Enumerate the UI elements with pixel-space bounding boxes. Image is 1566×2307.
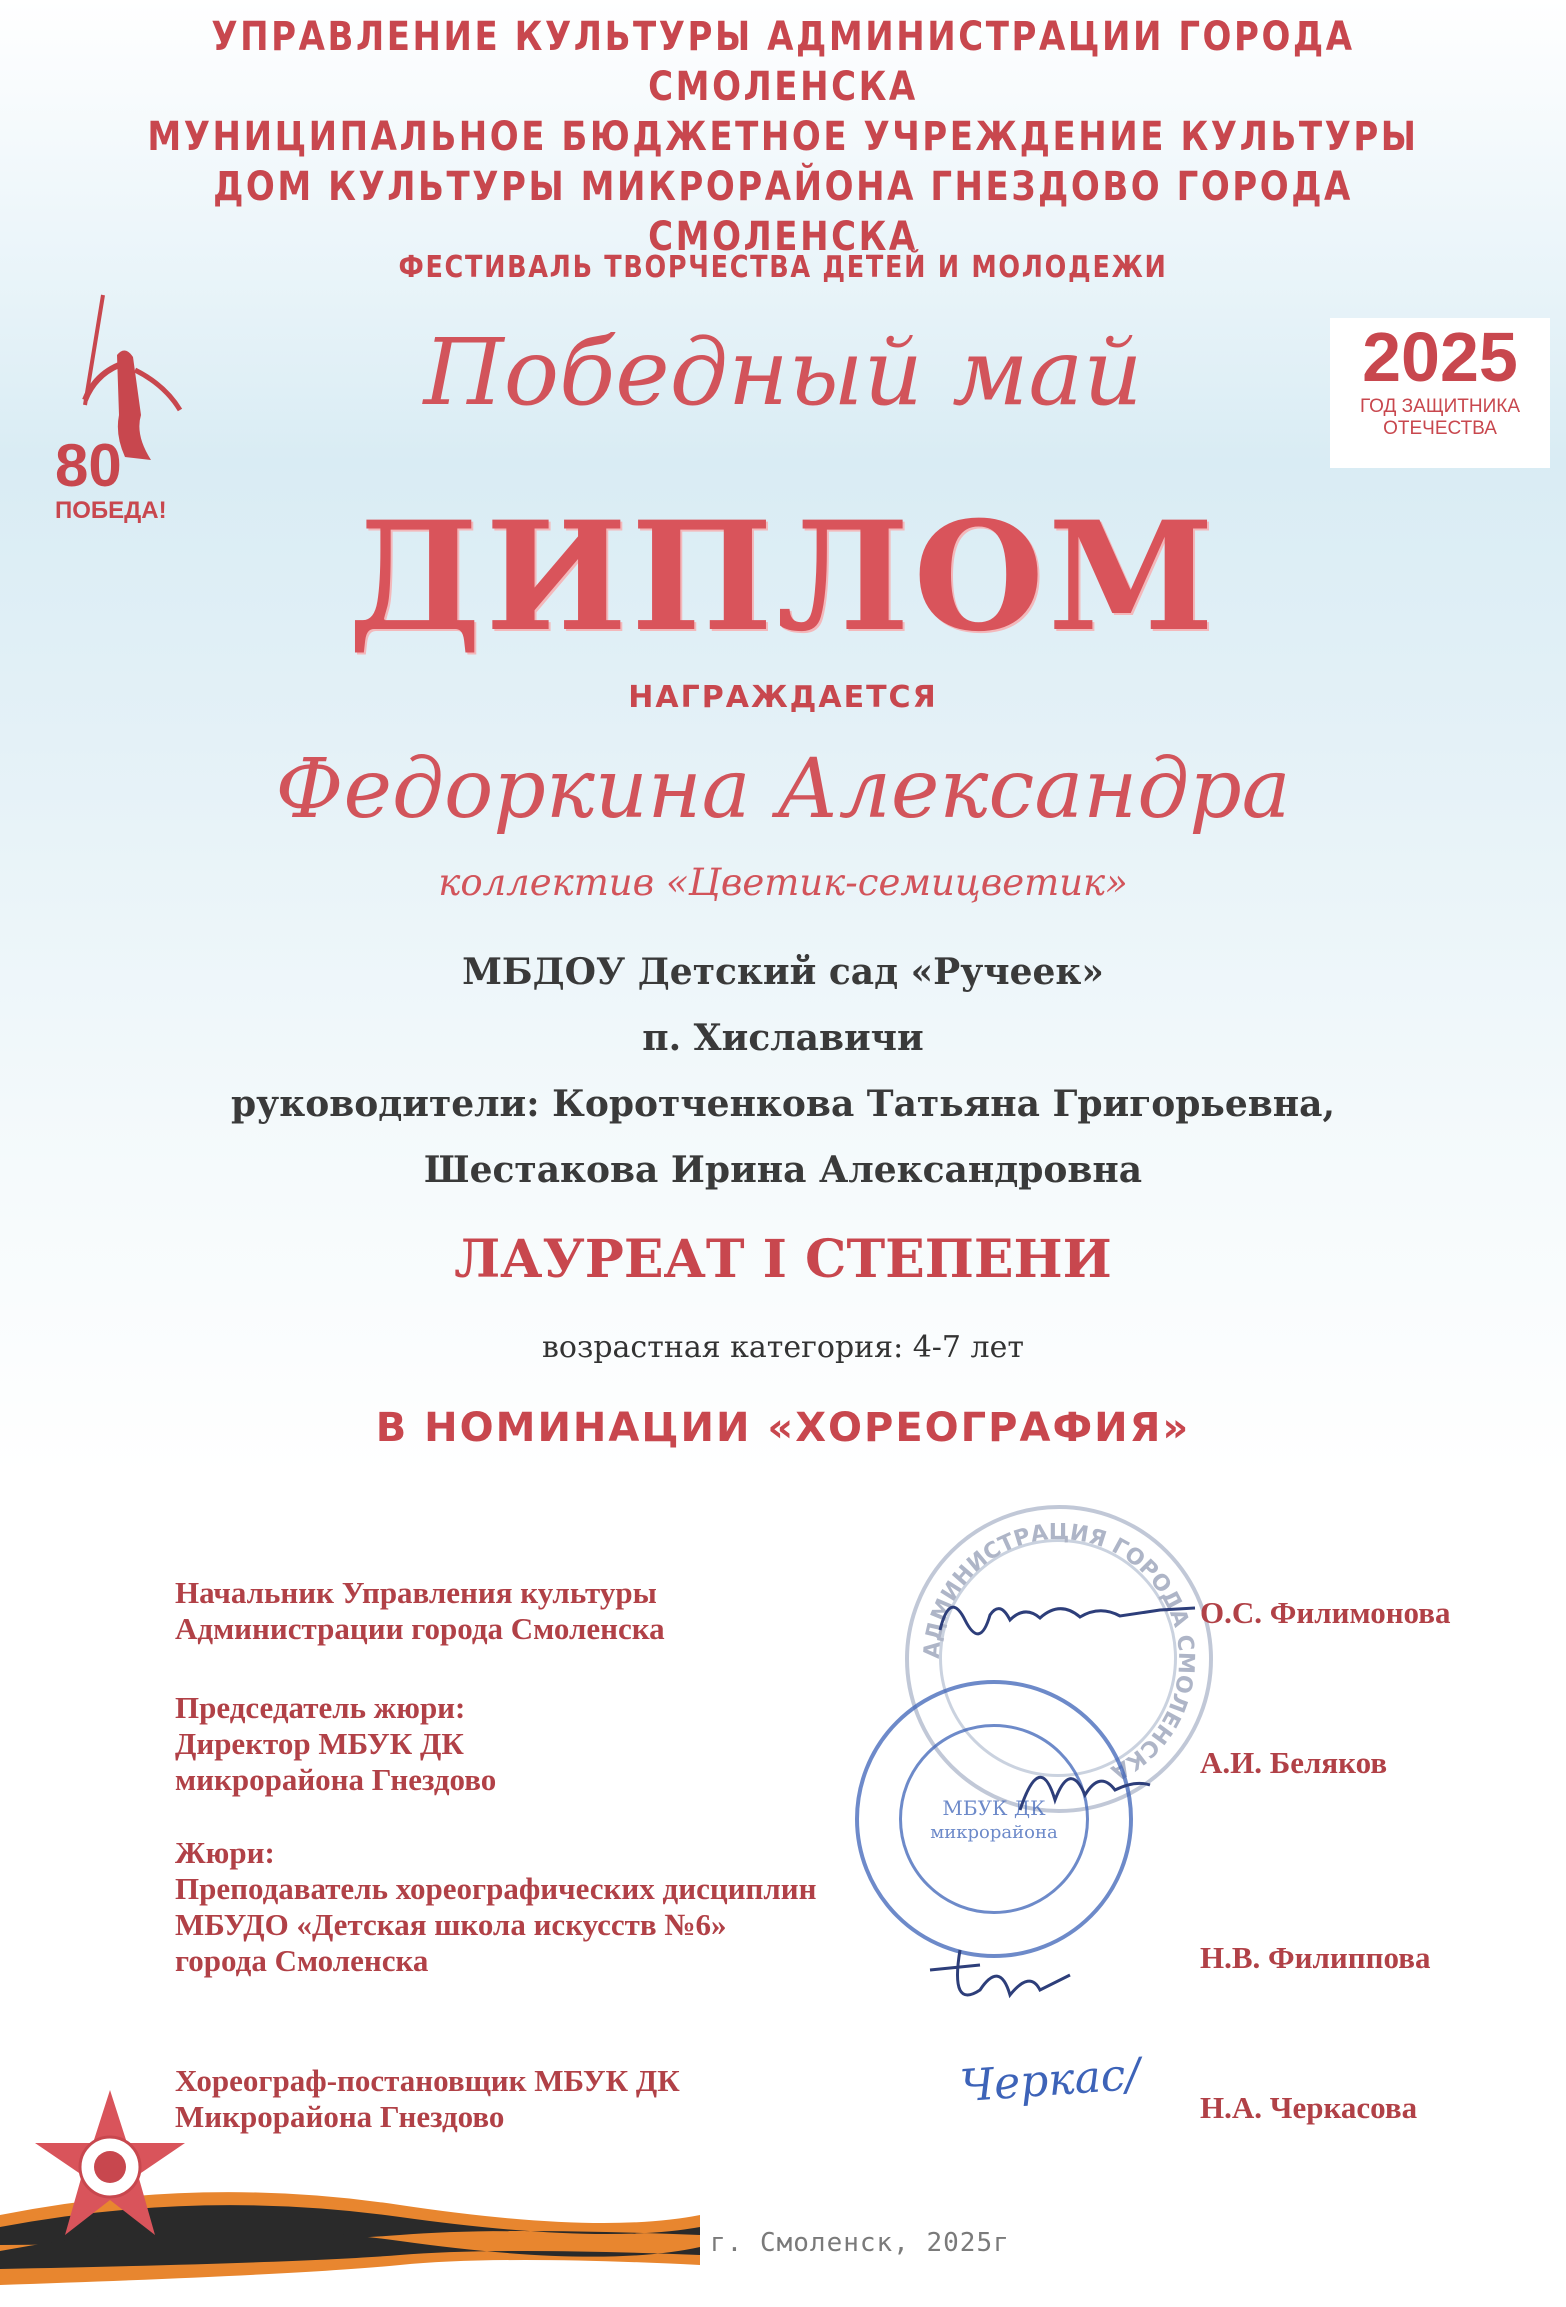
stamp2-center-2: микрорайона (930, 1822, 1058, 1843)
role-3-line-4: города Смоленска (175, 1943, 429, 1978)
signature-belyakov (1010, 1740, 1160, 1830)
header-block (0, 12, 1566, 262)
role-4-line-1: Хореограф-постановщик МБУК ДК (175, 2063, 680, 2098)
role-3-line-3: МБУДО «Детская школа искусств №6» (175, 1907, 727, 1942)
role-3-line-2: Преподаватель хореографических дисциплин (175, 1871, 817, 1906)
organization: МБДОУ Детский сад «Ручеек» (462, 951, 1104, 993)
role-4-line-2: Микрорайона Гнездово (175, 2099, 505, 2134)
signer-name-4: Н.А. Черкасова (1200, 2090, 1418, 2125)
stamp2-center: МБУК ДК (942, 1796, 1046, 1820)
logo-year: 2025 (1362, 318, 1518, 396)
role-2-line-3: микрорайона Гнездово (175, 1762, 497, 1797)
role-1-line-1: Начальник Управления культуры (175, 1575, 657, 1610)
order-star-icon (30, 2085, 190, 2245)
role-2-line-1: Председатель жюри: (175, 1690, 466, 1725)
leaders-line-1: руководители: Коротченкова Татьяна Григорьевна, (231, 1083, 1335, 1125)
festival-subtitle: ФЕСТИВАЛЬ ТВОРЧЕСТВА ДЕТЕЙ И МОЛОДЕЖИ (398, 250, 1168, 285)
nomination: В НОМИНАЦИИ «ХОРЕОГРАФИЯ» (375, 1405, 1191, 1451)
logo-80-number: 80 (55, 432, 122, 499)
footer-city-year: г. Смоленск, 2025г (710, 2228, 1010, 2258)
signer-name-1: О.С. Филимонова (1200, 1595, 1451, 1630)
logo-line-2: ОТЕЧЕСТВА (1383, 418, 1497, 439)
header-line-3: ДОМ КУЛЬТУРЫ МИКРОРАЙОНА ГНЕЗДОВО ГОРОДА СМОЛЕНСКА (213, 164, 1353, 260)
festival-title: Победный май (423, 319, 1143, 426)
place: п. Хиславичи (642, 1017, 924, 1059)
awarded-label: НАГРАЖДАЕТСЯ (628, 680, 938, 715)
diploma-title: ДИПЛОМ (347, 489, 1219, 665)
header-line-1: УПРАВЛЕНИЕ КУЛЬТУРЫ АДМИНИСТРАЦИИ ГОРОДА СМОЛЕНСКА (211, 14, 1355, 110)
stamp1-ring-text: АДМИНИСТРАЦИЯ ГОРОДА СМОЛЕНСКА (919, 1519, 1199, 1785)
role-2-line-2: Директор МБУК ДК (175, 1726, 464, 1761)
leaders-line-2: Шестакова Ирина Александровна (423, 1149, 1143, 1191)
header-line-2: МУНИЦИПАЛЬНОЕ БЮДЖЕТНОЕ УЧРЕЖДЕНИЕ КУЛЬТУРЫ (147, 114, 1419, 160)
age-category: возрастная категория: 4-7 лет (542, 1330, 1024, 1365)
signature-role-2 (175, 1690, 496, 1798)
handwritten-cherkasova: Черкас/ (958, 2048, 1142, 2113)
year-of-defender-logo (1330, 318, 1550, 468)
role-1-line-2: Администрации города Смоленска (175, 1611, 665, 1646)
signer-name-2: А.И. Беляков (1200, 1745, 1388, 1780)
logo-80-text: ПОБЕДА! (55, 497, 167, 524)
logo-line-1: ГОД ЗАЩИТНИКА (1359, 396, 1521, 417)
role-3-line-1: Жюри: (175, 1835, 275, 1870)
collective-name: коллектив «Цветик-семицветик» (438, 861, 1128, 904)
signer-name-3: Н.В. Филиппова (1200, 1940, 1431, 1975)
signature-filimonova (930, 1570, 1210, 1660)
signature-role-1 (175, 1575, 665, 1647)
signature-role-3 (175, 1835, 817, 1979)
recipient-name: Федоркина Александра (275, 742, 1291, 837)
laureate-rank: ЛАУРЕАТ I СТЕПЕНИ (454, 1229, 1112, 1290)
signature-filippova (920, 1930, 1080, 2020)
signature-role-4 (175, 2063, 680, 2135)
